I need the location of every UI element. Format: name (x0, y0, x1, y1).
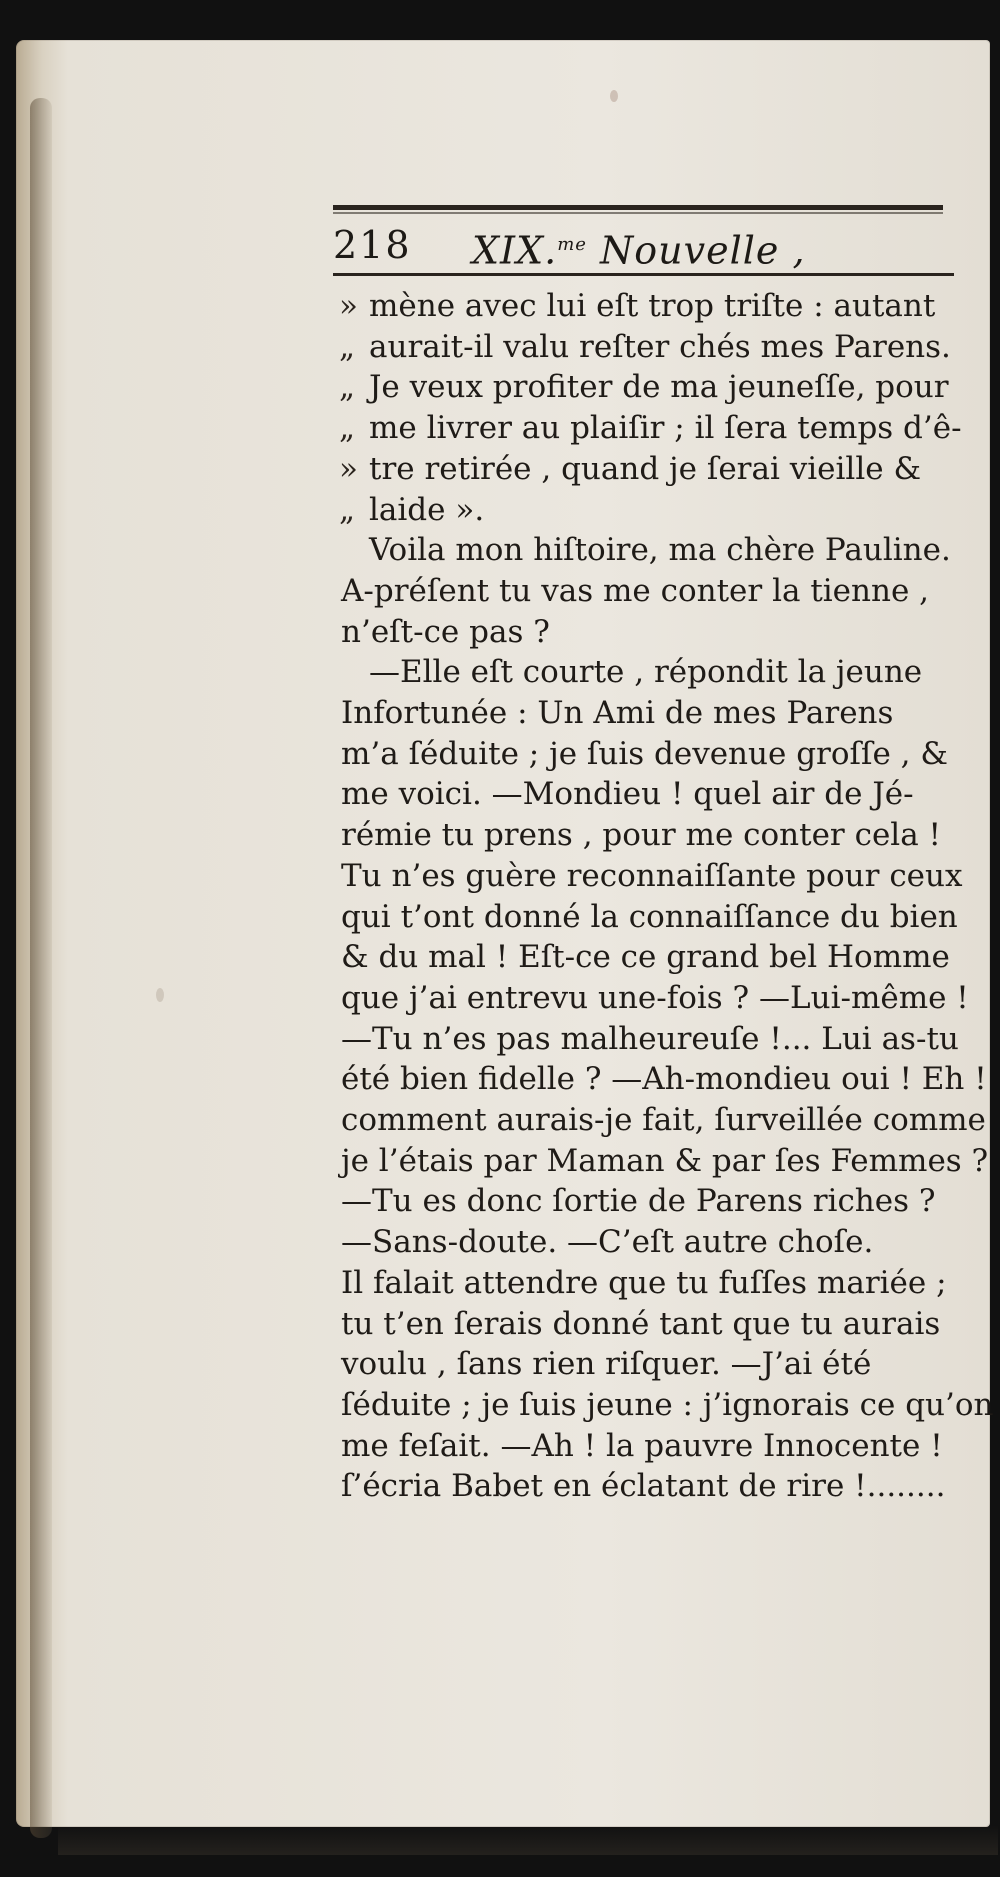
page-bottom-shadow (58, 1825, 998, 1855)
page-gutter-shadow (30, 98, 52, 1838)
text-line (341, 571, 957, 612)
text-line (341, 1426, 957, 1467)
line-text: tu t’en ſerais donné tant que tu aurais (341, 1305, 941, 1342)
line-text: & du mal ! Eſt-ce ce grand bel Homme (341, 939, 950, 976)
line-text: rémie tu prens , pour me conter cela ! (341, 817, 942, 854)
text-line (341, 856, 963, 897)
text-line (339, 408, 962, 449)
text-line (341, 1466, 957, 1507)
line-text: —Tu n’es pas malheureuſe !... Lui as-tu (341, 1020, 959, 1057)
text-line (341, 1222, 957, 1263)
text-line (341, 937, 957, 978)
line-text: ſéduite ; je ſuis jeune : j’ignorais ce qu’on (341, 1386, 994, 1423)
line-text: m’a ſéduite ; je ſuis devenue groſſe , & (341, 735, 948, 772)
text-line (341, 1181, 957, 1222)
text-line (341, 897, 957, 938)
text-line (341, 815, 957, 856)
top-rule (333, 205, 943, 210)
text-line (341, 1344, 957, 1385)
text-line (341, 774, 957, 815)
line-text: n’eſt-ce pas ? (341, 613, 550, 650)
running-head (333, 221, 954, 273)
quote-mark: » (339, 288, 358, 324)
quote-mark: „ (339, 491, 356, 528)
line-text: —Sans-doute. —C’eſt autre choſe. (341, 1224, 874, 1261)
text-line (341, 1304, 957, 1345)
chapter-title-numeral: XIX. (472, 228, 558, 273)
line-text: laide ». (369, 491, 485, 528)
quote-mark: „ (339, 369, 356, 406)
text-line (341, 978, 969, 1019)
text-line (341, 652, 957, 693)
line-text: mène avec lui eſt trop triſte : autant (369, 288, 936, 324)
quote-mark: » (339, 450, 358, 487)
line-text: été bien fidelle ? —Ah-mondieu oui ! Eh ! (341, 1061, 987, 1098)
quote-mark: „ (339, 410, 356, 447)
line-text: —Elle eſt courte , répondit la jeune (369, 654, 923, 691)
text-line (341, 734, 957, 775)
chapter-title (472, 221, 806, 275)
header-underline-rule (333, 273, 954, 276)
text-line (341, 1141, 989, 1182)
line-text: A-préſent tu vas me conter la tienne , (341, 572, 930, 609)
line-text: Tu n’es guère reconnaiſſante pour ceux (341, 857, 963, 894)
text-line (341, 693, 957, 734)
chapter-title-rest: Nouvelle , (586, 228, 806, 273)
line-text: Je veux profiter de ma jeuneſſe, pour (369, 369, 949, 406)
text-line (341, 286, 957, 327)
line-text: qui t’ont donné la connaiſſance du bien (341, 898, 958, 935)
text-line (341, 367, 957, 408)
text-line (341, 1100, 986, 1141)
line-text: voulu , ſans rien riſquer. —J’ai été (341, 1346, 872, 1383)
quote-mark: „ (339, 328, 356, 365)
line-text: me feſait. —Ah ! la pauvre Innocente ! (341, 1427, 943, 1464)
line-text: me voici. —Mondieu ! quel air de Jé- (341, 776, 914, 813)
line-text: Infortunée : Un Ami de mes Parens (341, 695, 894, 732)
body-text (339, 286, 994, 1507)
text-line (341, 449, 957, 490)
page-number: 218 (333, 223, 412, 267)
line-text: aurait-il valu reſter chés mes Parens. (369, 328, 951, 365)
line-text: ſ’écria Babet en éclatant de rire !........ (341, 1468, 946, 1505)
line-text: je l’étais par Maman & par ſes Femmes ? (341, 1142, 989, 1179)
text-line (341, 612, 957, 653)
top-rule-thin (333, 212, 943, 214)
line-text: tre retirée , quand je ſerai vieille & (369, 450, 922, 487)
text-line (341, 1263, 957, 1304)
text-line (341, 1019, 957, 1060)
line-text: Il falait attendre que tu fuſſes mariée ; (341, 1264, 947, 1301)
text-line (341, 1385, 994, 1426)
chapter-title-superscript: me (557, 234, 587, 255)
line-text: me livrer au plaiſir ; il ſera temps d’ê- (369, 410, 962, 447)
text-line (341, 490, 957, 531)
line-text: —Tu es donc ſortie de Parens riches ? (341, 1183, 936, 1220)
line-text: comment aurais-je fait, ſurveillée comme (341, 1102, 986, 1139)
line-text: que j’ai entrevu une-fois ? —Lui-même ! (341, 979, 969, 1016)
line-text: Voila mon hiſtoire, ma chère Pauline. (369, 532, 951, 569)
text-line (341, 327, 957, 368)
text-line (341, 1059, 987, 1100)
text-line (341, 530, 957, 571)
